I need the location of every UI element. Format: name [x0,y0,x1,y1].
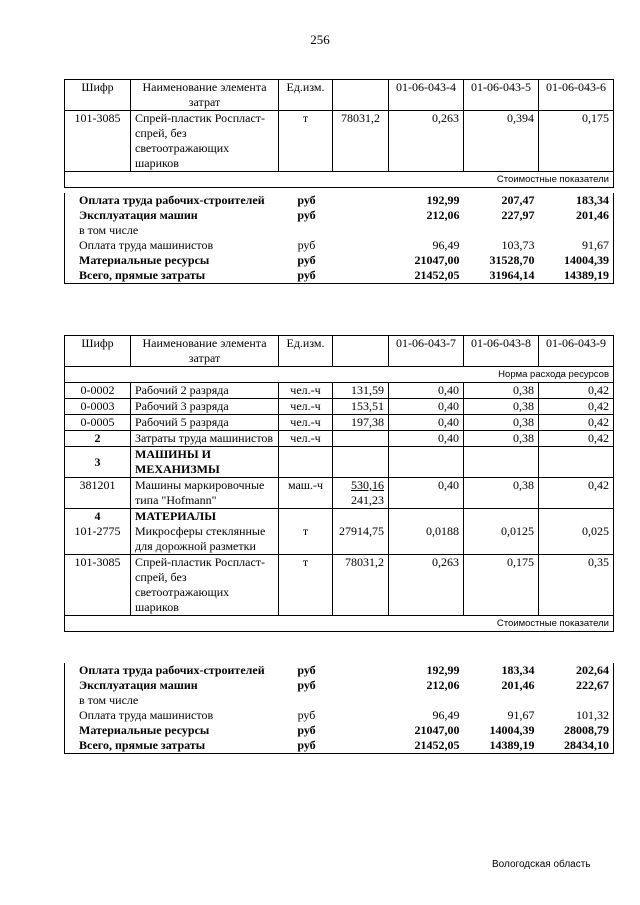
row-code: 2 [65,431,131,447]
row-name: Рабочий 2 разряда [131,383,279,399]
cost-name: Эксплуатация машин [79,678,198,692]
header-name: Наименование элемента затрат [131,80,279,111]
header-code: Шифр [65,80,131,111]
row-code: 0-0002 [65,383,131,399]
cost-unit: руб [297,663,316,677]
table-row [65,431,614,447]
cost-unit: руб [297,723,316,737]
cost-val: 201,46 [576,208,609,222]
row-val-2: 0,0125 [464,509,539,555]
cost-name: Материальные ресурсы [79,253,210,267]
row-unit: т [279,111,333,172]
row-val-3: 0,42 [539,415,614,431]
table-row [65,399,614,415]
header-col-2: 01-06-043-5 [464,80,539,111]
row-val-2: 0,175 [464,555,539,616]
row-unit: чел.-ч [279,383,333,399]
cost-val: 91,67 [582,238,609,252]
cost-unit: руб [297,738,316,752]
row-name: Спрей-пластик Роспласт-спрей, без светоотражающих шариков [131,111,279,172]
row-unit: чел.-ч [279,399,333,415]
row-val-2: 0,38 [464,478,539,509]
cost-name: Материальные ресурсы [79,723,210,737]
cost-unit: руб [297,193,316,207]
cost-val: 14389,19 [564,268,609,282]
cost-name: Оплата труда машинистов [79,238,214,252]
row-unit: т [279,509,333,555]
row-unit: маш.-ч [279,478,333,509]
cost-val: 21047,00 [414,253,460,267]
section-name: МАТЕРИАЛЫ [135,509,216,523]
cost-val: 21452,05 [414,738,460,752]
cost-unit: руб [297,268,316,282]
row-val-3: 0,175 [539,111,614,172]
row-code: 0-0003 [65,399,131,415]
row-name: Машины маркировочные типа "Hofmann" [131,478,279,509]
section-name: МАШИНЫ И МЕХАНИЗМЫ [131,447,279,478]
table-row [65,415,614,431]
norm-section-title: Норма расхода ресурсов [65,367,614,383]
row-val-1: 0,40 [389,431,464,447]
row-price: 78031,2 [333,555,389,616]
header-col-3: 01-06-043-9 [539,336,614,367]
row-price-2: 241,23 [351,493,384,507]
cost-val: 212,06 [426,208,460,222]
cost-val: 192,99 [426,663,460,677]
row-val-3: 0,42 [539,383,614,399]
cost-val: 28008,79 [564,723,609,737]
cost-val: 201,46 [501,678,535,692]
footer-region: Вологодская область [492,859,591,870]
cost-val: 103,73 [501,238,535,252]
row-val-1: 0,0188 [389,509,464,555]
header-name: Наименование элемента затрат [131,336,279,367]
row-val-3: 0,42 [539,478,614,509]
cost-val: 31964,14 [489,268,535,282]
cost-val: 183,34 [501,663,535,677]
row-name: Спрей-пластик Роспласт-спрей, без светоотражающих шариков [131,555,279,616]
cost-val: 183,34 [576,193,609,207]
cost-val: 14004,39 [489,723,535,737]
row-name: Рабочий 5 разряда [131,415,279,431]
table-row [65,478,614,509]
header-col-1: 01-06-043-7 [389,336,464,367]
section-code: 4 101-2775 [65,509,131,555]
row-name: Затраты труда машинистов [131,431,279,447]
header-col-1: 01-06-043-4 [389,80,464,111]
row-name: Микросферы стеклянные для дорожной разметки [135,524,266,553]
row-val-3: 0,35 [539,555,614,616]
row-val-2: 0,394 [464,111,539,172]
header-code: Шифр [65,336,131,367]
row-code: 0-0005 [65,415,131,431]
section-code: 3 [65,447,131,478]
cost-unit: руб [297,253,316,267]
section-row [65,447,614,478]
cost-val: 21047,00 [414,723,460,737]
cost-val: 207,47 [501,193,535,207]
row-price: 153,51 [333,399,389,415]
cost-section-title: Стоимостные показатели [65,172,614,188]
row-val-1: 0,263 [389,555,464,616]
cost-name: в том числе [79,693,139,707]
cost-val: 14389,19 [489,738,535,752]
cost-block-2 [64,663,614,754]
cost-val: 21452,05 [414,268,460,282]
table-row [65,111,614,172]
cost-val: 202,64 [576,663,609,677]
cost-name: Всего, прямые затраты [79,268,206,282]
row-val-3: 0,42 [539,399,614,415]
row-val-1: 0,40 [389,399,464,415]
row-unit: чел.-ч [279,415,333,431]
row-price: 197,38 [333,415,389,431]
cost-unit: руб [297,208,316,222]
row-val-2: 0,38 [464,431,539,447]
row-val-2: 0,38 [464,399,539,415]
row-price: 131,59 [333,383,389,399]
cost-name: Оплата труда рабочих-строителей [79,193,265,207]
cost-unit: руб [297,238,316,252]
cost-name: Эксплуатация машин [79,208,198,222]
cost-unit: руб [297,678,316,692]
cost-section-title: Стоимостные показатели [65,616,614,632]
cost-name: Оплата труда рабочих-строителей [79,663,265,677]
row-val-1: 0,40 [389,415,464,431]
table-row [65,555,614,616]
header-col-2: 01-06-043-8 [464,336,539,367]
row-code: 381201 [65,478,131,509]
cost-name: Оплата труда машинистов [79,708,214,722]
row-code: 101-3085 [65,555,131,616]
cost-table-2 [64,335,614,632]
header-col-3: 01-06-043-6 [539,80,614,111]
cost-val: 28434,10 [564,738,609,752]
row-unit: т [279,555,333,616]
cost-val: 96,49 [432,238,460,252]
header-unit: Ед.изм. [279,80,333,111]
row-val-1: 0,40 [389,478,464,509]
row-val-2: 0,38 [464,415,539,431]
row-val-3: 0,42 [539,431,614,447]
cost-table-1 [64,79,614,188]
cost-val: 192,99 [426,193,460,207]
row-name: Рабочий 3 разряда [131,399,279,415]
row-unit: чел.-ч [279,431,333,447]
cost-val: 212,06 [426,678,460,692]
row-price: 78031,2 [333,111,389,172]
row-val-3: 0,025 [539,509,614,555]
row-val-1: 0,263 [389,111,464,172]
header-price [333,80,389,111]
header-price [333,336,389,367]
cost-val: 222,67 [576,678,609,692]
row-val-1: 0,40 [389,383,464,399]
header-unit: Ед.изм. [279,336,333,367]
row-code: 101-2775 [74,524,121,538]
row-code: 101-3085 [65,111,131,172]
cost-unit: руб [297,708,316,722]
row-price: 530,16 [351,478,384,492]
section-row [65,509,614,555]
table-row [65,383,614,399]
row-val-2: 0,38 [464,383,539,399]
cost-name: в том числе [79,223,139,237]
row-price: 27914,75 [333,509,389,555]
cost-val: 91,67 [507,708,535,722]
cost-block-1 [64,193,614,284]
cost-name: Всего, прямые затраты [79,738,206,752]
cost-val: 31528,70 [489,253,535,267]
cost-val: 227,97 [501,208,535,222]
page-number: 256 [310,32,330,47]
cost-val: 96,49 [432,708,460,722]
cost-val: 14004,39 [564,253,609,267]
cost-val: 101,32 [576,708,609,722]
